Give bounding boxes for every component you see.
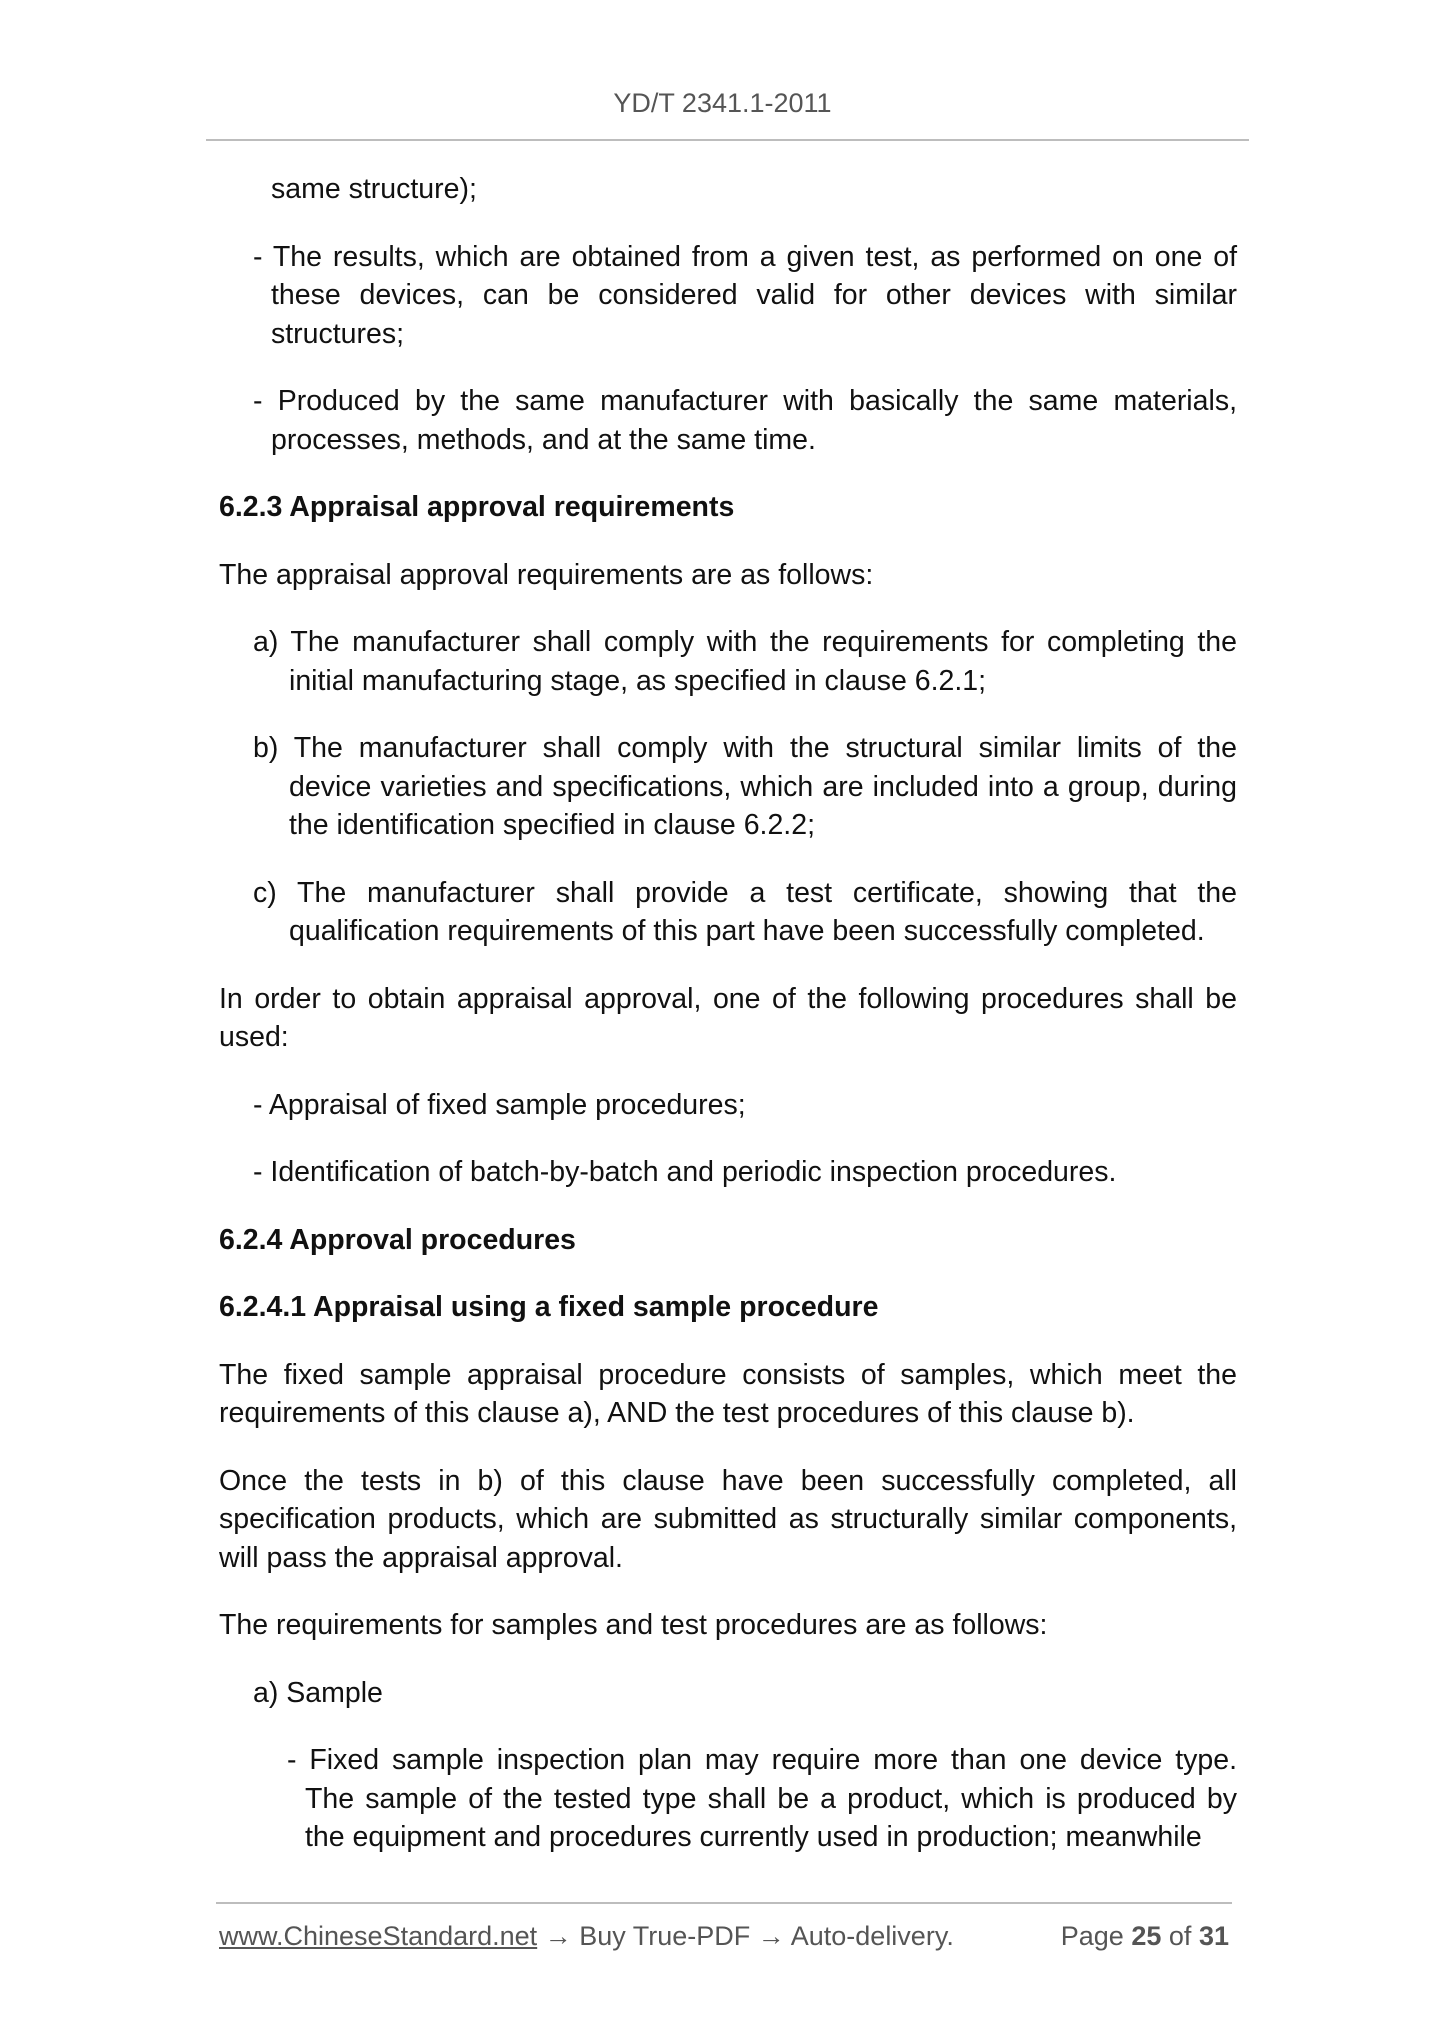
page-content	[219, 170, 1237, 1886]
section-heading-6-2-4-1: 6.2.4.1 Appraisal using a fixed sample procedure	[219, 1291, 879, 1323]
list-item-sample: a) Sample	[253, 1676, 383, 1709]
bullet-fixed-sample: - Appraisal of fixed sample procedures;	[253, 1088, 746, 1121]
page-indicator	[1061, 1921, 1229, 1952]
paragraph-in-order: In order to obtain appraisal approval, one of the following procedures shall be used:	[219, 982, 1237, 1053]
section-heading-6-2-4: 6.2.4 Approval procedures	[219, 1223, 576, 1256]
bullet-batch: - Identification of batch-by-batch and periodic inspection procedures.	[253, 1156, 1117, 1188]
of-label: of	[1168, 1921, 1192, 1951]
paragraph-requirements-intro: The appraisal approval requirements are as follows:	[219, 558, 874, 591]
section-heading-6-2-3: 6.2.3 Appraisal approval requirements	[219, 491, 735, 523]
page-number: 25	[1131, 1921, 1162, 1951]
bullet-plan: - Fixed sample inspection plan may require more than one device type. The sample of the tested type shall be a product, which is produced by the equipment and procedures currently used in production; meanwhile	[287, 1744, 1237, 1853]
list-item-a: a) The manufacturer shall comply with the requirements for completing the initial manufacturing stage, as specified in clause 6.2.1;	[253, 626, 1237, 697]
list-item-c: c) The manufacturer shall provide a test certificate, showing that the qualification requirements of this part have been successfully completed.	[253, 876, 1237, 947]
continued-line: same structure);	[271, 173, 477, 205]
footer-divider	[216, 1902, 1232, 1904]
page-total: 31	[1198, 1921, 1229, 1951]
list-item-b: b) The manufacturer shall comply with the structural similar limits of the device varieties and specifications, which are included into a group, during the identification specified in clause 6.2.2;	[253, 732, 1237, 841]
paragraph-once: Once the tests in b) of this clause have been successfully completed, all specification products, which are submitted as structurally similar components, will pass the appraisal approval.	[219, 1464, 1237, 1574]
site-link[interactable]: www.ChineseStandard.net	[219, 1921, 538, 1951]
page-footer	[219, 1921, 1229, 1952]
bullet-results: - The results, which are obtained from a given test, as performed on one of these devices, can be considered valid for other devices with similar structures;	[253, 240, 1237, 350]
footer-tagline: → Buy True-PDF → Auto-delivery.	[537, 1921, 954, 1951]
paragraph-fixed-sample: The fixed sample appraisal procedure consists of samples, which meet the requirements of this clause a), AND the test procedures of this clause b).	[219, 1358, 1237, 1429]
paragraph-samples-intro: The requirements for samples and test procedures are as follows:	[219, 1609, 1048, 1641]
document-code-header: YD/T 2341.1-2011	[613, 88, 832, 118]
bullet-produced: - Produced by the same manufacturer with basically the same materials, processes, methods, and at the same time.	[253, 385, 1237, 456]
header-divider	[206, 139, 1249, 141]
page-label: Page	[1060, 1921, 1124, 1951]
